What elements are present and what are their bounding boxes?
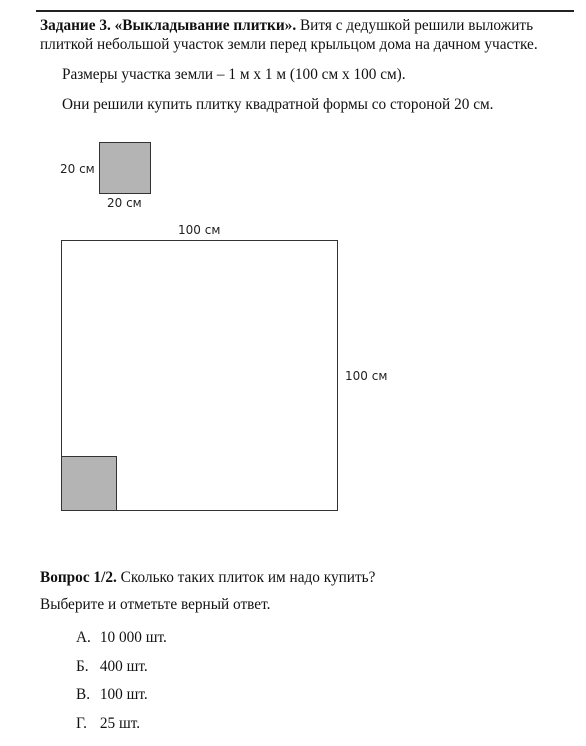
question — [40, 569, 375, 587]
question-title: Вопрос 1/2. — [40, 569, 117, 586]
option-text: 400 шт. — [99, 658, 148, 675]
answer-option-c[interactable] — [76, 686, 148, 704]
tile-side-label: 20 см — [60, 162, 95, 176]
plot-right-label: 100 см — [345, 369, 388, 383]
option-text: 10 000 шт. — [99, 629, 167, 646]
single-tile — [99, 142, 151, 194]
question-instruction: Выберите и отметьте верный ответ. — [40, 596, 271, 613]
answer-option-d[interactable] — [76, 715, 140, 733]
option-letter: Б. — [76, 658, 89, 675]
corner-tile — [61, 456, 117, 511]
option-letter: Г. — [76, 715, 87, 732]
plot-top-label: 100 см — [178, 223, 221, 237]
option-letter: А. — [76, 629, 91, 646]
option-text: 100 шт. — [99, 686, 148, 703]
top-rule — [36, 10, 574, 12]
question-text: Сколько таких плиток им надо купить? — [116, 569, 376, 586]
answer-option-b[interactable] — [76, 658, 148, 676]
option-letter: В. — [76, 686, 91, 703]
tile-bottom-label: 20 см — [107, 196, 142, 210]
task-statement — [40, 16, 580, 54]
answer-option-a[interactable] — [76, 629, 167, 647]
task-text: Витя с дедушкой решили выложить плиткой небольшой участок земли перед крыльцом дома на дачном участке. — [40, 17, 538, 53]
tile-size-paragraph: Они решили купить плитку квадратной формы со стороной 20 см. — [62, 96, 494, 113]
plot-size-paragraph: Размеры участка земли – 1 м х 1 м (100 см х 100 см). — [62, 66, 406, 83]
option-text: 25 шт. — [99, 715, 141, 732]
task-title: Задание 3. «Выкладывание плитки». — [40, 17, 297, 34]
